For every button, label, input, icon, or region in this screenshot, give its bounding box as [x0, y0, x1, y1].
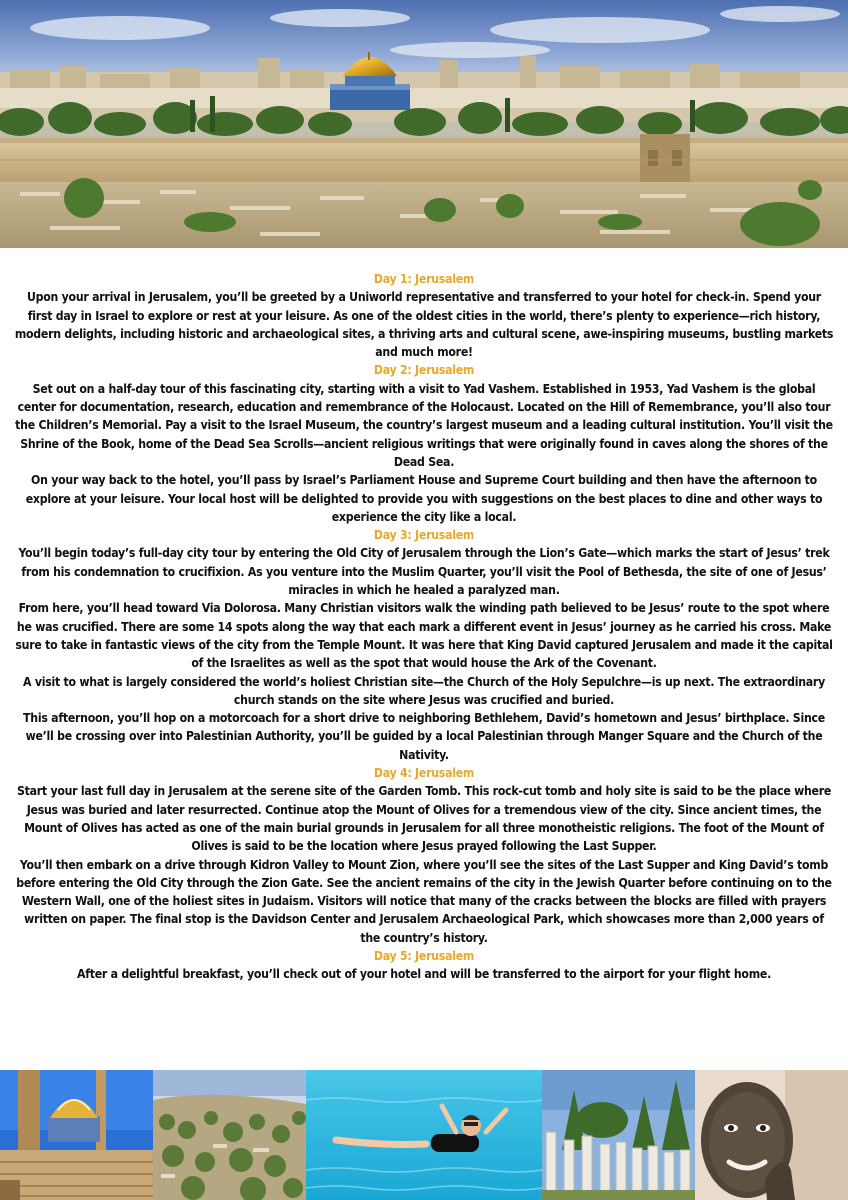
day-3-paragraph-3: A visit to what is largely considered the world’s holiest Christian site—the Church of the Holy Sepulchre—is up next. The extraordinary church stands on the site where Jesus was crucified and buried. — [23, 674, 825, 707]
photo-strip — [0, 1070, 848, 1200]
day-3-paragraph-1: You’ll begin today’s full-day city tour by entering the Old City of Jerusalem through the Lion’s Gate—which marks the start of Jesus’ trek from his condemnation to crucifixion. As you venture into the Muslim Quarter, you’ll visit the Pool of Bethesda, the site of one of Jesus’ miracles in which he healed a paralyzed man. — [18, 546, 830, 598]
day-5-section — [14, 947, 834, 984]
day-5-paragraph-1: After a delightful breakfast, you’ll check out of your hotel and will be transferred to the airport for your flight home. — [76, 967, 771, 982]
day-4-section — [14, 764, 834, 947]
dead-sea-floating-photo — [306, 1070, 542, 1200]
day-1-title: Day 1: Jerusalem — [373, 272, 475, 286]
day-5-title: Day 5: Jerusalem — [373, 948, 475, 963]
mount-of-olives-photo — [153, 1070, 306, 1200]
hero-jerusalem-panorama — [0, 0, 848, 248]
jerusalem-skyline-illustration — [0, 0, 848, 248]
day-2-paragraph-1: Set out on a half-day tour of this fascinating city, starting with a visit to Yad Vashem. Established in 1953, Yad Vashem is the global center for documentation, research, education and remembrance of the Holocaust. Located on the Hill of Remembrance, you’ll also tour the Children’s Memorial. Pay a visit to the Israel Museum, the country’s largest museum and a leading cultural institution. You’ll visit the Shrine of the Book, home of the Dead Sea Scrolls—ancient religious writings that were originally found in caves along the shores of the Dead Sea. — [15, 381, 833, 469]
dead-sea-mud-mask-photo — [695, 1070, 848, 1200]
day-1-section — [14, 270, 834, 361]
day-3-title: Day 3: Jerusalem — [373, 528, 475, 543]
day-4-title: Day 4: Jerusalem — [373, 766, 475, 781]
day-3-paragraph-4: This afternoon, you’ll hop on a motorcoach for a short drive to neighboring Bethlehem, David’s hometown and Jesus’ birthplace. Since we’ll be crossing over into Palestinian Authority, you’ll be guided by a local Palestinian through Manger Square and the Church of the Nativity. — [23, 711, 825, 762]
itinerary-content — [14, 270, 834, 984]
day-3-paragraph-2: From here, you’ll head toward Via Dolorosa. Many Christian visitors walk the winding path believed to be Jesus’ route to the spot where he was crucified. There are some 14 spots along the way that each mark a different event in Jesus’ journey as he carried his cross. Make sure to take in fantastic views of the city from the Temple Mount. It was here that King David captured Jerusalem and made it the capital of the Israelites as well as the spot that would house the Ark of the Covenant. — [15, 601, 833, 671]
day-2-section — [14, 361, 834, 526]
day-4-paragraph-1: Start your last full day in Jerusalem at the serene site of the Garden Tomb. This rock-cut tomb and holy site is said to be the place where Jesus was buried and later resurrected. Continue atop the Mount of Olives for a tremendous view of the city. Since ancient times, the Mount of Olives has acted as one of the main burial grounds in Jerusalem for all three monotheistic religions. The foot of the Mount of Olives is said to be the location where Jesus prayed following the Last Supper. — [16, 784, 832, 854]
yad-vashem-memorial-photo — [542, 1070, 695, 1200]
day-3-section — [14, 526, 834, 764]
day-2-title: Day 2: Jerusalem — [373, 363, 475, 378]
day-4-paragraph-2: You’ll then embark on a drive through Kidron Valley to Mount Zion, where you’ll see the sites of the Last Supper and King David’s tomb before entering the Old City through the Zion Gate. See the ancient remains of the city in the Jewish Quarter before continuing on to the Western Wall, one of the holiest sites in Judaism. Visitors will notice that many of the cracks between the blocks are filled with prayers written on paper. The final stop is the Davidson Center and Jerusalem Archaeological Park, which showcases more than 2,000 years of the country’s history. — [16, 857, 832, 945]
day-2-paragraph-2: On your way back to the hotel, you’ll pass by Israel’s Parliament House and Supreme Court building and then have the afternoon to explore at your leisure. Your local host will be delighted to provide you with suggestions on the best places to dine and other ways to experience the city like a local. — [25, 473, 823, 524]
day-1-paragraph-1: Upon your arrival in Jerusalem, you’ll be greeted by a Uniworld representative and transferred to your hotel for check-in. Spend your first day in Israel to explore or rest at your leisure. As one of the oldest cities in the world, there’s plenty to experience—rich history, modern delights, including historic and archaeological sites, a thriving arts and cultural scene, awe-inspiring museums, bustling markets and much more! — [14, 290, 834, 360]
dome-of-the-rock-photo — [0, 1070, 153, 1200]
